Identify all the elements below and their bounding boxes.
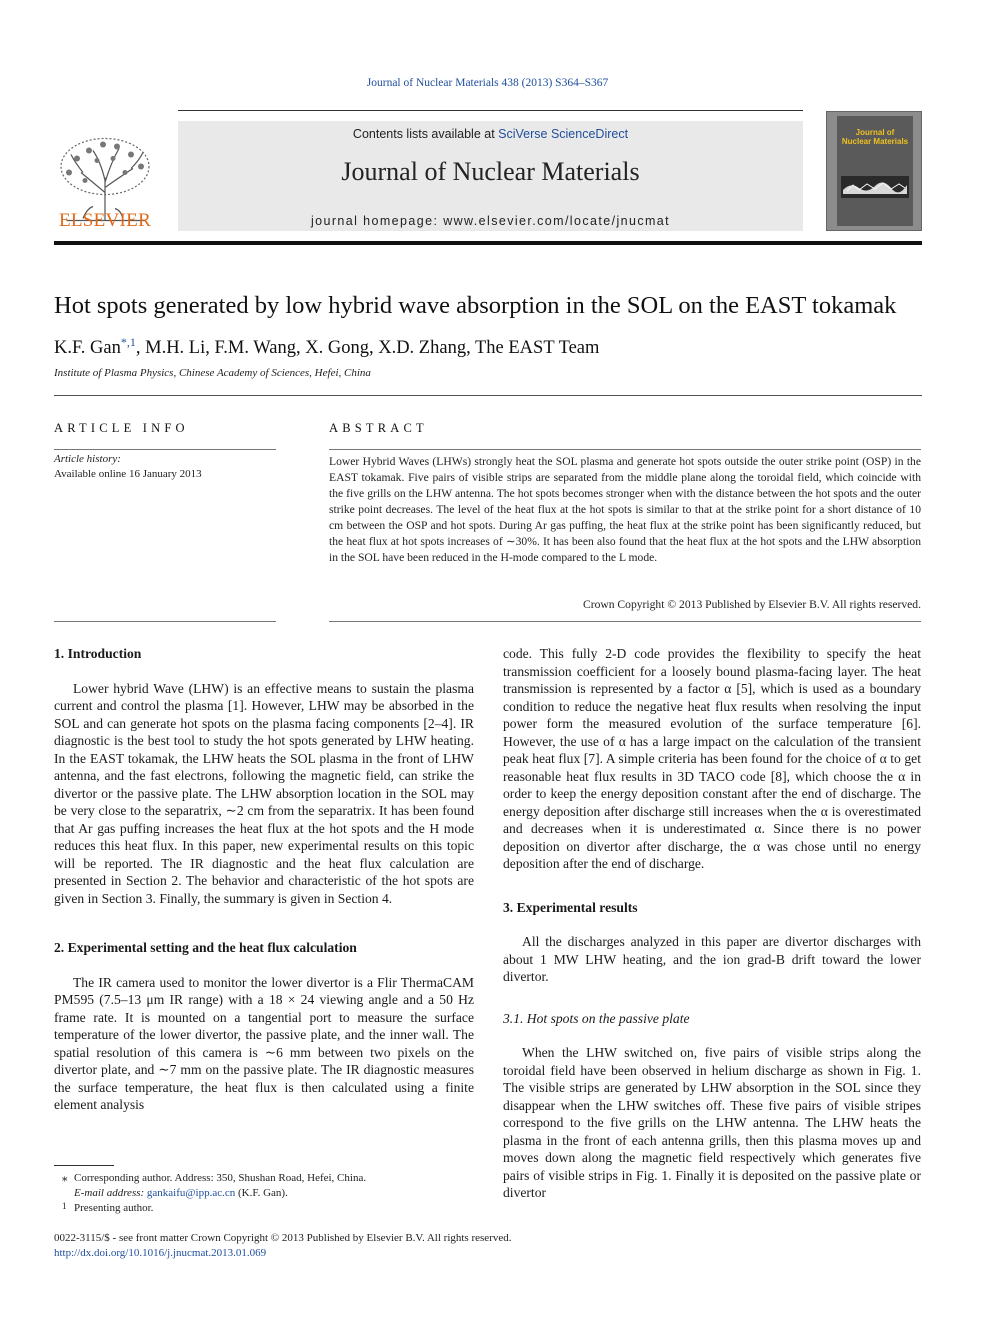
experimental-setting-paragraph: The IR camera used to monitor the lower divertor is a Flir ThermaCAM PM595 (7.5–13 μm IR range) with a 18 × 24 viewing angle and a 50 Hz frame rate. It is mounted on a tangential port to measure the surface temperature of the lower divertor, the passive plate, and the inner wall. The spatial resolution of this camera is ∼6 mm between two pixels on the divertor plate, and ∼7 mm on the passive plate. The IR diagnostic measures the surface temperature, the heat flux is then calculated using a finite element analysis	[54, 974, 474, 1112]
footnote-corresponding-text: Corresponding author. Address: 350, Shushan Road, Hefei, China.	[74, 1172, 367, 1184]
abstract-copyright: Crown Copyright © 2013 Published by Elsevier B.V. All rights reserved.	[582, 598, 921, 611]
authors-rest: , M.H. Li, F.M. Wang, X. Gong, X.D. Zhang, The EAST Team	[135, 338, 600, 359]
article-info-heading: ARTICLE INFO	[54, 421, 189, 435]
introduction-paragraph: Lower hybrid Wave (LHW) is an effective means to sustain the plasma current and control the plasma [1]. However, LHW may be absorbed in the SOL and can generate hot spots on the plasma facing components [2–4]. IR diagnostic is the best tool to study the hot spots generated by LHW heating. In the EAST tokamak, the LHW heats the SOL plasma in the front of LHW antenna, and the fast electrons, following the magnetic field, can strike the divertor or the passive plate. The LHW absorption location in the SOL may be very close to the separatrix, ∼2 cm from the separatrix. It has been found that Ar gas puffing increases the heat flux at the hot spots and the H mode reduces this heat flux. In this paper, new experimental results on this topic will be reported. The IR diagnostic and the heat flux calculation are presented in Section 2. The behavior and characteristic of the hot spots are given in Section 3. Finally, the summary is given in Section 4.	[54, 680, 474, 906]
contents-availability	[178, 127, 803, 141]
homepage-prefix: journal homepage:	[310, 214, 444, 228]
divider	[54, 395, 922, 396]
doi-link[interactable]: http://dx.doi.org/10.1016/j.jnucmat.2013.01.069	[54, 1247, 267, 1259]
footnote-email	[54, 1186, 474, 1201]
contents-prefix: Contents lists available at	[352, 127, 499, 141]
experimental-results-paragraph: All the discharges analyzed in this paper are divertor discharges with about 1 MW LHW heating, and the ion grad-B drift toward the lower divertor.	[503, 934, 921, 984]
email-label: E-mail address:	[74, 1187, 147, 1199]
email-suffix: (K.F. Gan).	[235, 1187, 288, 1199]
journal-homepage	[178, 214, 803, 228]
footnote-corresponding	[54, 1171, 474, 1186]
front-matter-footer	[54, 1231, 511, 1261]
heat-flux-paragraph: code. This fully 2-D code provides the flexibility to specify the heat transmission coefficient for a loosely bound plasma-facing layer. The heat transmission is represented by a factor α [5], which is used as a boundary condition to reduce the negative heat flux results when resolving the input power form the measured evolution of the surface temperature [6]. However, the use of α has a large impact on the calculation of the transient peak heat flux [7]. A simple criteria has been found for the choice of α to get reasonable heat flux results in 3D TACO code [8], which choose the α in order to keep the energy deposition constant after the end of discharge. The energy deposition after discharge still increases when the α is overestimated and decreases when it is underestimated α. Since there is no power deposition on divertor after discharge, the α was chose until no energy deposition after the end of discharge.	[503, 646, 921, 871]
hot-spots-paragraph: When the LHW switched on, five pairs of visible strips along the toroidal field have been observed in helium discharge as shown in Fig. 1. The visible strips are generated by LHW absorption in the SOL since they disappear when the LHW switches off. These five pairs of visible stripes correspond to the five grills on the LHW antenna. The LHW heats the plasma in the front of each antenna grills, then this plasma moves up and moves down along the magnetic field respectively which generates five pairs of visible strips in Fig. 1. Finally it is deposited on the passive plate or divertor	[503, 1045, 921, 1200]
elsevier-wordmark[interactable]: ELSEVIER	[58, 210, 152, 231]
header-divider	[54, 241, 922, 245]
footnote-mark: ⁎	[62, 1172, 68, 1184]
header-rule	[178, 110, 803, 111]
footnotes	[54, 1171, 474, 1216]
divider	[54, 449, 276, 450]
footnote-rule	[54, 1165, 114, 1166]
author-footnote-marks[interactable]: *,1	[120, 335, 136, 349]
cover-title	[837, 128, 913, 146]
section-heading-experimental-results: 3. Experimental results	[503, 899, 638, 915]
journal-citation[interactable]: Journal of Nuclear Materials 438 (2013) S364–S367	[366, 77, 609, 89]
divider	[329, 449, 921, 450]
right-column	[503, 645, 921, 1202]
email-link[interactable]: gankaifu@ipp.ac.cn	[146, 1187, 236, 1199]
homepage-link[interactable]: www.elsevier.com/locate/jnucmat	[443, 214, 671, 228]
divider	[329, 621, 921, 622]
sciencedirect-link[interactable]: SciVerse ScienceDirect	[498, 127, 629, 141]
journal-banner	[178, 121, 803, 231]
issn-line: 0022-3115/$ - see front matter Crown Copyright © 2013 Published by Elsevier B.V. All rights reserved.	[54, 1232, 512, 1244]
journal-cover-thumbnail[interactable]	[826, 111, 922, 231]
abstract-text: Lower Hybrid Waves (LHWs) strongly heat the SOL plasma and generate hot spots outside the outer strike point (OSP) in the EAST tokamak. Five pairs of visible strips are separated from the middle plane along the toroidal field, which coincide with the five grills on the LHW antenna. The hot spots becomes stronger when with the distance between the hot spots and the outer strike point decreases. The level of the heat flux at the hot spots is similar to that at the strike point for a short distance of 10 cm between the OSP and hot spots. During Ar gas puffing, the heat flux at the strike point has been significantly reduced, but the heat flux at hot spots increases of ∼30%. It has been also found that the heat flux at the hot spots and the LHW absorption in the SOL have been reduced in the H-mode compared to the L mode.	[329, 455, 921, 564]
affiliation: Institute of Plasma Physics, Chinese Academy of Sciences, Hefei, China	[54, 367, 371, 379]
section-heading-introduction: 1. Introduction	[54, 646, 142, 661]
abstract-heading: ABSTRACT	[329, 421, 428, 435]
footnote-mark: 1	[62, 1201, 67, 1211]
section-heading-experimental-setting: 2. Experimental setting and the heat flux calculation	[54, 940, 357, 955]
divider	[54, 621, 276, 622]
footnote-presenting-text: Presenting author.	[74, 1202, 154, 1214]
footnote-presenting	[54, 1201, 474, 1216]
author-first: K.F. Gan	[54, 338, 121, 359]
cover-panel	[837, 116, 913, 226]
article-history-label: Article history:	[54, 453, 121, 465]
author-list	[54, 335, 599, 359]
article-title: Hot spots generated by low hybrid wave absorption in the SOL on the EAST tokamak	[54, 292, 897, 319]
journal-name: Journal of Nuclear Materials	[341, 157, 640, 186]
cover-title-line1: Journal of	[855, 128, 895, 137]
subsection-heading-hot-spots: 3.1. Hot spots on the passive plate	[503, 1010, 690, 1026]
cover-image	[841, 176, 909, 198]
cover-title-line2: Nuclear Materials	[841, 137, 909, 146]
article-history-value: Available online 16 January 2013	[54, 468, 202, 480]
left-column	[54, 645, 474, 1114]
